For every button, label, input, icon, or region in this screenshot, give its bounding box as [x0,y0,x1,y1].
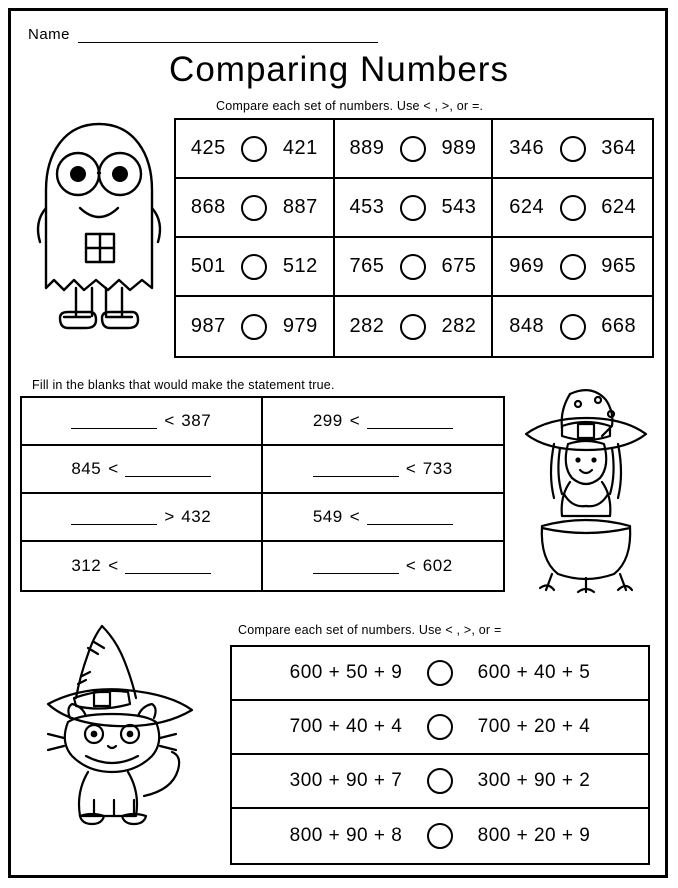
compare-cell[interactable] [176,297,335,356]
right-expression: 600 + 40 + 5 [477,662,591,683]
left-number: 453 [349,196,385,218]
left-number: 624 [509,196,545,218]
left-expression: 800 + 90 + 8 [289,825,403,846]
answer-circle[interactable] [241,254,267,280]
fill-blank-cell[interactable] [263,398,504,446]
fill-blank-cell[interactable] [263,494,504,542]
left-number: 501 [190,255,226,277]
name-label: Name [28,26,71,43]
right-number: 364 [601,137,637,159]
left-number: 889 [349,137,385,159]
answer-circle[interactable] [427,768,453,794]
right-number: 675 [441,255,477,277]
page-title: Comparing Numbers [169,50,509,89]
answer-circle[interactable] [427,714,453,740]
compare-cell[interactable] [335,238,494,297]
instruction-3: Compare each set of numbers. Use < , >, or = [238,623,502,637]
left-number: 848 [509,315,545,337]
operator: < [108,459,119,478]
left-number: 969 [509,255,545,277]
answer-circle[interactable] [241,314,267,340]
given-number: 733 [422,459,453,478]
compare-cell[interactable] [335,297,494,356]
left-number: 346 [509,137,545,159]
answer-blank[interactable] [367,413,453,429]
compare-numbers-grid [174,118,654,358]
fill-blank-cell[interactable] [22,446,263,494]
name-row [28,26,378,43]
answer-circle[interactable] [560,195,586,221]
right-number: 421 [282,137,318,159]
fill-blank-cell[interactable] [22,398,263,446]
ghost-costume-kid-illustration [24,112,174,352]
operator: < [108,556,119,575]
instruction-2: Fill in the blanks that would make the statement true. [32,378,335,392]
fill-blank-cell[interactable] [263,446,504,494]
answer-circle[interactable] [400,195,426,221]
right-number: 282 [441,315,477,337]
answer-blank[interactable] [71,509,157,525]
answer-blank[interactable] [313,558,399,574]
answer-blank[interactable] [125,558,211,574]
operator: < [349,411,360,430]
compare-cell[interactable] [335,120,494,179]
compare-cell[interactable] [493,120,652,179]
operator: < [349,507,360,526]
name-input-line[interactable] [78,28,378,43]
expanded-form-cell[interactable] [232,647,648,701]
answer-circle[interactable] [427,823,453,849]
right-expression: 800 + 20 + 9 [477,825,591,846]
operator: < [164,411,175,430]
answer-circle[interactable] [241,195,267,221]
witch-with-cauldron-illustration [516,378,656,608]
given-number: 387 [181,411,212,430]
answer-circle[interactable] [400,136,426,162]
left-number: 868 [190,196,226,218]
given-number: 549 [312,507,343,526]
compare-cell[interactable] [176,120,335,179]
left-expression: 700 + 40 + 4 [289,716,403,737]
right-number: 989 [441,137,477,159]
given-number: 299 [312,411,343,430]
given-number: 845 [71,459,102,478]
compare-cell[interactable] [176,238,335,297]
right-expression: 700 + 20 + 4 [477,716,591,737]
compare-cell[interactable] [335,179,494,238]
expanded-form-grid [230,645,650,865]
instruction-1: Compare each set of numbers. Use < , >, or =. [216,99,484,113]
expanded-form-cell[interactable] [232,809,648,863]
expanded-form-cell[interactable] [232,755,648,809]
right-number: 887 [282,196,318,218]
right-number: 965 [601,255,637,277]
answer-circle[interactable] [400,254,426,280]
fill-blank-cell[interactable] [22,494,263,542]
compare-cell[interactable] [493,297,652,356]
expanded-form-cell[interactable] [232,701,648,755]
answer-circle[interactable] [400,314,426,340]
fill-blanks-grid [20,396,505,592]
answer-blank[interactable] [367,509,453,525]
cat-in-witch-hat-illustration [30,618,220,833]
right-number: 512 [282,255,318,277]
given-number: 602 [422,556,453,575]
operator: > [164,507,175,526]
answer-blank[interactable] [125,461,211,477]
right-number: 979 [282,315,318,337]
right-number: 543 [441,196,477,218]
right-number: 668 [601,315,637,337]
given-number: 432 [181,507,212,526]
left-number: 282 [349,315,385,337]
given-number: 312 [71,556,102,575]
compare-cell[interactable] [493,238,652,297]
operator: < [405,556,416,575]
right-number: 624 [601,196,637,218]
left-number: 425 [190,137,226,159]
left-number: 765 [349,255,385,277]
operator: < [405,459,416,478]
compare-cell[interactable] [493,179,652,238]
answer-circle[interactable] [427,660,453,686]
answer-circle[interactable] [560,254,586,280]
answer-blank[interactable] [313,461,399,477]
answer-circle[interactable] [560,136,586,162]
answer-blank[interactable] [71,413,157,429]
fill-blank-cell[interactable] [22,542,263,590]
fill-blank-cell[interactable] [263,542,504,590]
left-expression: 300 + 90 + 7 [289,770,403,791]
left-expression: 600 + 50 + 9 [289,662,403,683]
compare-cell[interactable] [176,179,335,238]
left-number: 987 [190,315,226,337]
answer-circle[interactable] [560,314,586,340]
right-expression: 300 + 90 + 2 [477,770,591,791]
answer-circle[interactable] [241,136,267,162]
